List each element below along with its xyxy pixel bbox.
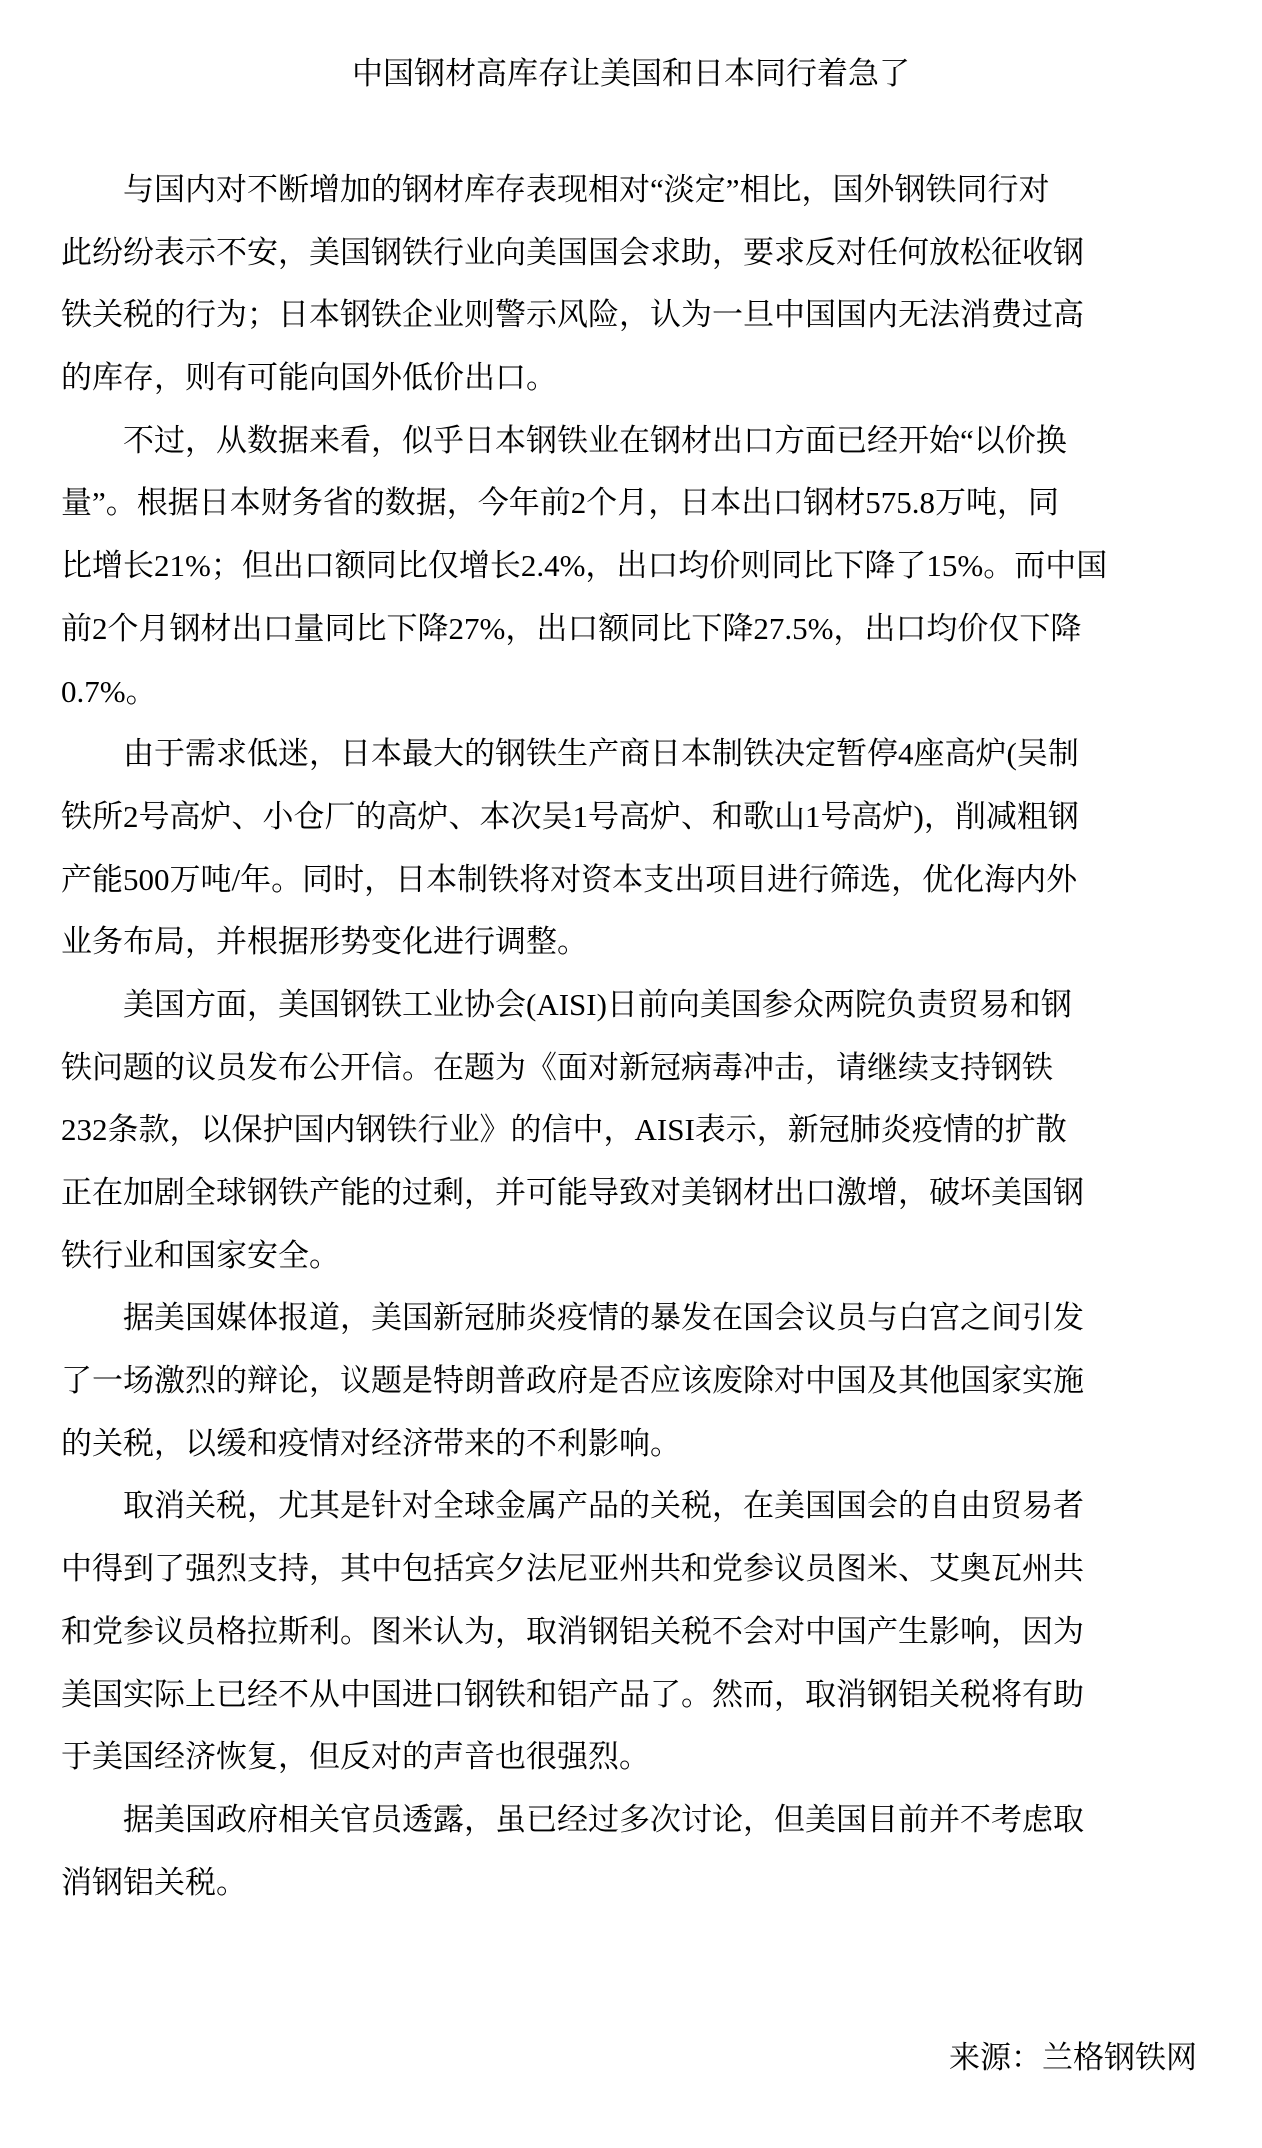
text-line: 比增长21%；但出口额同比仅增长2.4%，出口均价则同比下降了15%。而中国 [61, 548, 1108, 584]
text-line: 铁行业和国家安全。 [61, 1237, 340, 1273]
text-line: 0.7%。 [61, 673, 157, 709]
text-line: 铁所2号高炉、小仓厂的高炉、本次吴1号高炉、和歌山1号高炉)，削减粗钢 [61, 798, 1079, 834]
paragraph-first-line: 取消关税，尤其是针对全球金属产品的关税，在美国国会的自由贸易者 [123, 1488, 1084, 1524]
source-attribution: 来源：兰格钢铁网 [949, 2040, 1197, 2075]
paragraph-first-line: 美国方面，美国钢铁工业协会(AISI)日前向美国参众两院负责贸易和钢 [123, 986, 1072, 1022]
text-line: 消钢铝关税。 [61, 1864, 247, 1900]
article-body [61, 159, 1201, 1914]
text-line: 的库存，则有可能向国外低价出口。 [61, 360, 557, 396]
text-line: 正在加剧全球钢铁产能的过剩，并可能导致对美钢材出口激增，破坏美国钢 [61, 1175, 1084, 1210]
text-line: 铁问题的议员发布公开信。在题为《面对新冠病毒冲击，请继续支持钢铁 [61, 1049, 1053, 1085]
text-line: 美国实际上已经不从中国进口钢铁和铝产品了。然而，取消钢铝关税将有助 [61, 1676, 1084, 1712]
text-line: 中得到了强烈支持，其中包括宾夕法尼亚州共和党参议员图米、艾奥瓦州共 [61, 1551, 1084, 1587]
text-line: 前2个月钢材出口量同比下降27%，出口额同比下降27.5%，出口均价仅下降 [61, 610, 1082, 646]
text-line: 产能500万吨/年。同时，日本制铁将对资本支出项目进行筛选，优化海内外 [61, 861, 1078, 897]
text-line: 和党参议员格拉斯利。图米认为，取消钢铝关税不会对中国产生影响，因为 [61, 1613, 1084, 1649]
text-line: 铁关税的行为；日本钢铁企业则警示风险，认为一旦中国国内无法消费过高 [61, 297, 1084, 333]
paragraph-first-line: 不过，从数据来看，似乎日本钢铁业在钢材出口方面已经开始“以价换 [123, 422, 1067, 458]
paragraph-first-line: 由于需求低迷，日本最大的钢铁生产商日本制铁决定暂停4座高炉(吴制 [123, 736, 1079, 772]
text-line: 量”。根据日本财务省的数据，今年前2个月，日本出口钢材575.8万吨，同 [61, 485, 1060, 521]
text-line: 于美国经济恢复，但反对的声音也很强烈。 [61, 1739, 650, 1775]
text-line: 此纷纷表示不安，美国钢铁行业向美国国会求助，要求反对任何放松征收钢 [61, 234, 1084, 270]
text-line: 了一场激烈的辩论，议题是特朗普政府是否应该废除对中国及其他国家实施 [61, 1363, 1084, 1399]
text-line: 232条款，以保护国内钢铁行业》的信中，AISI表示，新冠肺炎疫情的扩散 [61, 1112, 1067, 1148]
paragraph-first-line: 据美国媒体报道，美国新冠肺炎疫情的暴发在国会议员与白宫之间引发 [123, 1300, 1084, 1336]
text-line: 业务布局，并根据形势变化进行调整。 [61, 924, 588, 960]
text-line: 的关税，以缓和疫情对经济带来的不利影响。 [61, 1425, 681, 1461]
article-title: 中国钢材高库存让美国和日本同行着急了 [352, 56, 910, 91]
paragraph-first-line: 据美国政府相关官员透露，虽已经过多次讨论，但美国目前并不考虑取 [123, 1801, 1084, 1837]
paragraph-first-line: 与国内对不断增加的钢材库存表现相对“淡定”相比，国外钢铁同行对 [123, 172, 1050, 207]
